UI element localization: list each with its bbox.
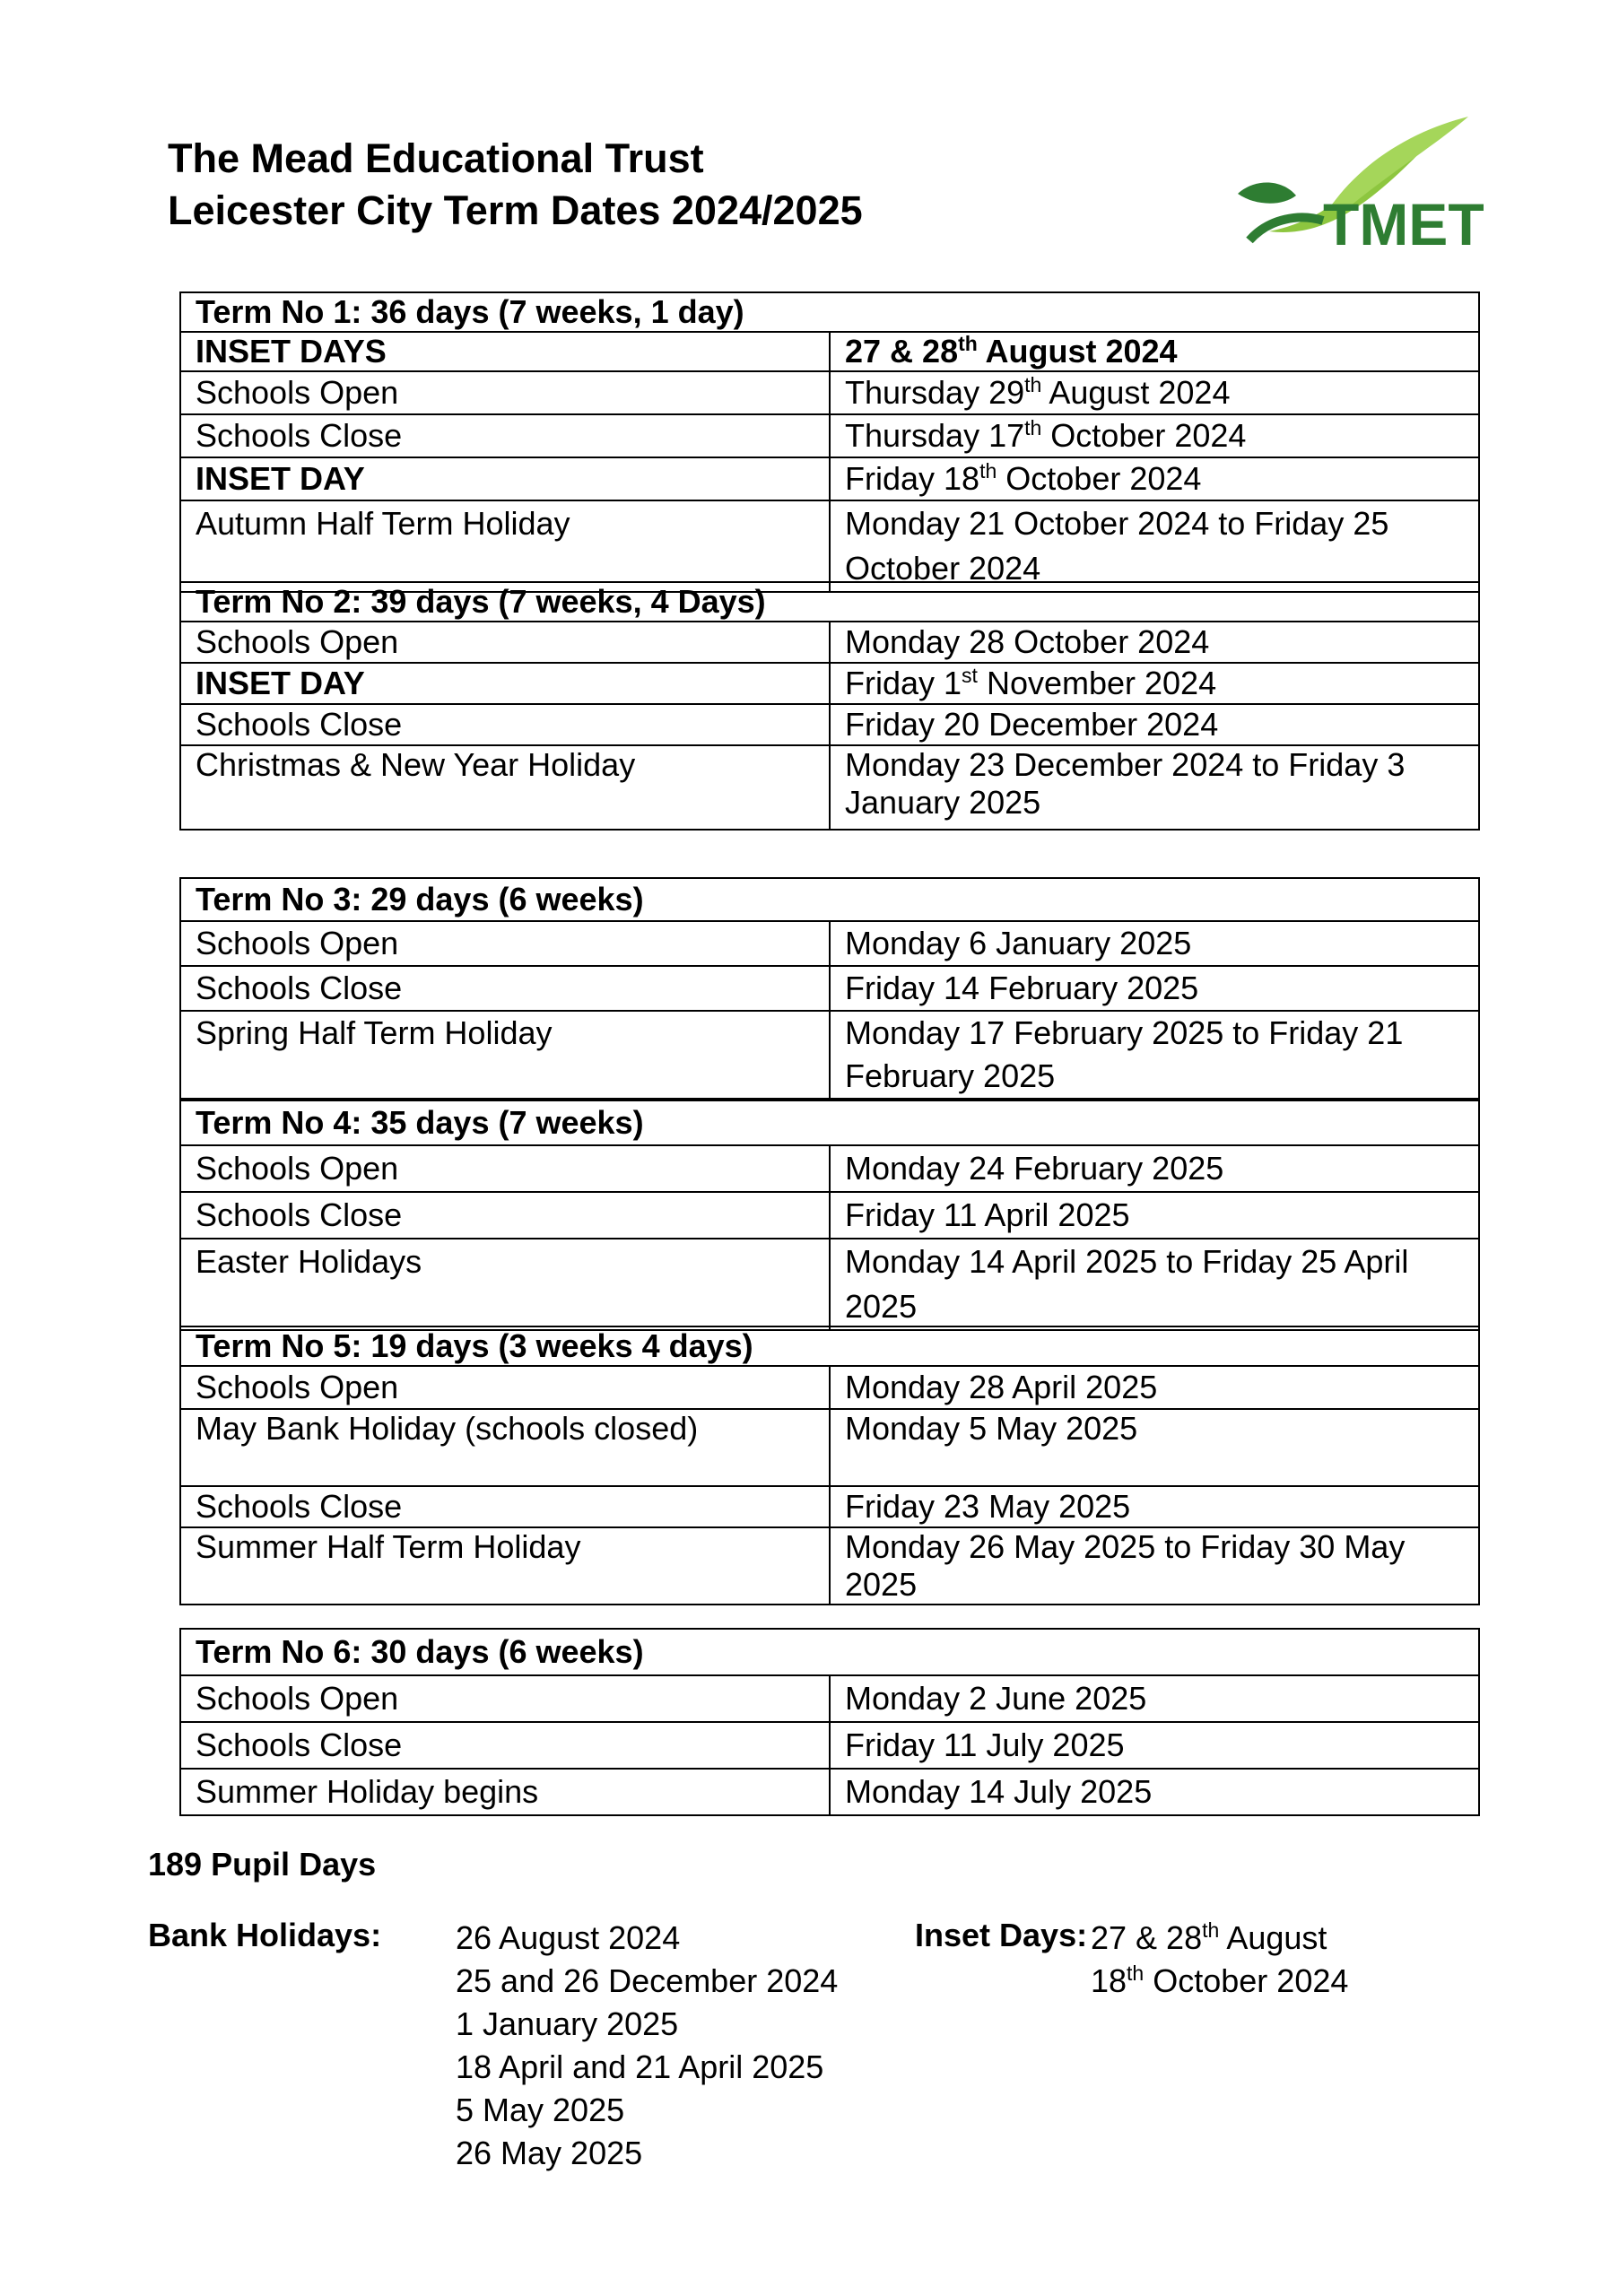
term-4-open-value: Monday 24 February 2025 [830, 1145, 1479, 1192]
term-1-half-term-label: Autumn Half Term Holiday [180, 500, 830, 592]
bank-holidays-list [456, 1917, 838, 2175]
term-4-open-label: Schools Open [180, 1145, 830, 1192]
tmet-logo [1233, 106, 1484, 254]
term-3-half-term-label: Spring Half Term Holiday [180, 1011, 830, 1099]
term-1-close-label: Schools Close [180, 414, 830, 457]
term-3-close-label: Schools Close [180, 966, 830, 1011]
term-1-inset-day-label: INSET DAY [180, 457, 830, 500]
term-2-open-label: Schools Open [180, 622, 830, 663]
title-line-2: Leicester City Term Dates 2024/2025 [168, 187, 863, 233]
term-3-open-value: Monday 6 January 2025 [830, 921, 1479, 966]
document-title [168, 133, 863, 237]
term-6-summer-label: Summer Holiday begins [180, 1769, 830, 1815]
term-1-half-term-value: Monday 21 October 2024 to Friday 25 October 2024 [830, 500, 1479, 592]
term-4-title: Term No 4: 35 days (7 weeks) [180, 1100, 1479, 1145]
term-5-close-value: Friday 23 May 2025 [830, 1486, 1479, 1527]
term-6-open-label: Schools Open [180, 1675, 830, 1722]
bank-holiday-item: 18 April and 21 April 2025 [456, 2048, 824, 2085]
term-1-inset-days-label: INSET DAYS [180, 332, 830, 371]
term-2-close-value: Friday 20 December 2024 [830, 704, 1479, 745]
bank-holiday-item: 1 January 2025 [456, 2005, 679, 2042]
term-5-open-label: Schools Open [180, 1366, 830, 1409]
term-2-close-label: Schools Close [180, 704, 830, 745]
term-4-easter-label: Easter Holidays [180, 1239, 830, 1330]
term-2-inset-day-value: Friday 1st November 2024 [830, 663, 1479, 704]
bank-holiday-item: 5 May 2025 [456, 2092, 625, 2128]
term-5-half-term-label: Summer Half Term Holiday [180, 1527, 830, 1605]
term-3-open-label: Schools Open [180, 921, 830, 966]
term-2-holiday-value: Monday 23 December 2024 to Friday 3 January 2025 [830, 745, 1479, 830]
term-6-summer-value: Monday 14 July 2025 [830, 1769, 1479, 1815]
term-5-table [179, 1326, 1480, 1605]
inset-day-item: 27 & 28th August [1091, 1918, 1327, 1956]
bank-holiday-item: 26 August 2024 [456, 1919, 681, 1956]
inset-day-item: 18th October 2024 [1091, 1961, 1349, 1999]
term-2-title: Term No 2: 39 days (7 weeks, 4 Days) [180, 582, 1479, 622]
term-2-holiday-label: Christmas & New Year Holiday [180, 745, 830, 830]
term-3-title: Term No 3: 29 days (6 weeks) [180, 878, 1479, 921]
term-4-close-label: Schools Close [180, 1192, 830, 1239]
term-5-half-term-value: Monday 26 May 2025 to Friday 30 May 2025 [830, 1527, 1479, 1605]
term-3-close-value: Friday 14 February 2025 [830, 966, 1479, 1011]
term-5-title: Term No 5: 19 days (3 weeks 4 days) [180, 1326, 1479, 1366]
term-4-easter-value: Monday 14 April 2025 to Friday 25 April 2025 [830, 1239, 1479, 1330]
svg-text:TMET: TMET [1323, 191, 1484, 254]
term-5-open-value: Monday 28 April 2025 [830, 1366, 1479, 1409]
bank-holiday-item: 25 and 26 December 2024 [456, 1962, 839, 1999]
term-6-close-label: Schools Close [180, 1722, 830, 1769]
term-2-table [179, 581, 1480, 831]
term-2-open-value: Monday 28 October 2024 [830, 622, 1479, 663]
inset-days-label: Inset Days: [915, 1917, 1088, 1953]
term-4-table [179, 1100, 1480, 1331]
term-1-close-value: Thursday 17th October 2024 [830, 414, 1479, 457]
term-5-may-bank-value: Monday 5 May 2025 [830, 1409, 1479, 1486]
inset-days-list [1091, 1917, 1348, 2003]
term-3-table [179, 877, 1480, 1100]
term-5-may-bank-label: May Bank Holiday (schools closed) [180, 1409, 830, 1486]
term-1-open-label: Schools Open [180, 371, 830, 414]
bank-holiday-item: 26 May 2025 [456, 2135, 643, 2171]
term-3-half-term-value: Monday 17 February 2025 to Friday 21 February 2025 [830, 1011, 1479, 1099]
term-6-open-value: Monday 2 June 2025 [830, 1675, 1479, 1722]
term-1-inset-day-value: Friday 18th October 2024 [830, 457, 1479, 500]
term-1-title: Term No 1: 36 days (7 weeks, 1 day) [180, 292, 1479, 332]
bank-holidays-label: Bank Holidays: [148, 1917, 382, 1953]
term-2-inset-day-label: INSET DAY [180, 663, 830, 704]
term-4-close-value: Friday 11 April 2025 [830, 1192, 1479, 1239]
pupil-days: 189 Pupil Days [148, 1846, 377, 1883]
term-6-title: Term No 6: 30 days (6 weeks) [180, 1629, 1479, 1675]
term-5-close-label: Schools Close [180, 1486, 830, 1527]
term-1-open-value: Thursday 29th August 2024 [830, 371, 1479, 414]
title-line-1: The Mead Educational Trust [168, 135, 704, 181]
term-1-table [179, 291, 1480, 593]
term-6-table [179, 1628, 1480, 1816]
term-1-inset-days-value: 27 & 28th August 2024 [830, 332, 1479, 371]
term-6-close-value: Friday 11 July 2025 [830, 1722, 1479, 1769]
